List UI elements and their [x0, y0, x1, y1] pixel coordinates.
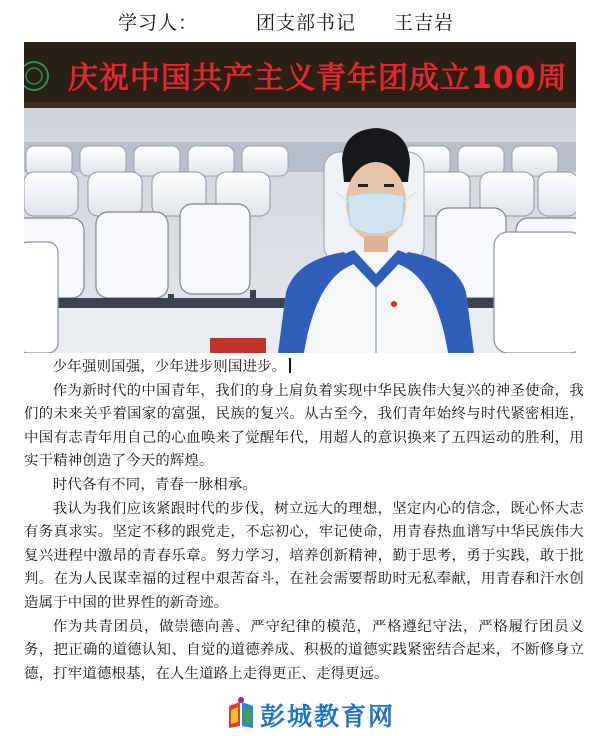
- site-watermark: [226, 694, 406, 734]
- paragraph-4: 我认为我们应该紧跟时代的步伐，树立远大的理想，坚定内心的信念，既心怀大志有务真求实。坚定不移的跟党走，不忘初心，牢记使命，用青春热血谱写中华民族伟大复兴进程中激昂的青春乐章。努力学习，培养创新精神，勤于思考，勇于实践，敢于批判。在为人民谋幸福的过程中艰苦奋斗，在社会需要帮助时无私奉献，用青春和汗水创造属于中国的世界性的新奇迹。: [24, 500, 584, 611]
- auditorium-photo: [24, 42, 576, 353]
- learner-name: 王吉岩: [394, 12, 455, 34]
- header-line: [0, 6, 600, 36]
- paragraph-3: 时代各有不同，青春一脉相承。: [52, 476, 258, 493]
- article-body: [24, 356, 584, 686]
- text-cursor: [289, 358, 291, 373]
- face-mask: [348, 193, 404, 234]
- badge-icon: [391, 301, 397, 307]
- learner-label: 学习人：: [118, 12, 199, 34]
- paragraph-5: 作为共青团员，做崇德向善、严守纪律的模范，严格遵纪守法，严格履行团员义务，把正确的道德认知、自觉的道德养成、积极的道德实践紧密结合起来，不断修身立德，打牢道德根基，在人生道路上走得更正、走得更远。: [24, 618, 584, 682]
- watermark-text: 彭城教育网: [260, 702, 396, 731]
- banner-text: 庆祝中国共产主义青年团成立100周: [68, 61, 568, 96]
- learner-role: 团支部书记: [256, 12, 357, 34]
- paragraph-2: 作为新时代的中国青年，我们的身上肩负着实现中华民族伟大复兴的神圣使命，我们的未来关乎着国家的富强，民族的复兴。从古至今，我们青年始终与时代紧密相连，中国有志青年用自己的心血唤来了觉醒年代，用超人的意识换来了五四运动的胜利，用实干精神创造了今天的辉煌。: [24, 382, 584, 470]
- book-logo-icon: [226, 696, 256, 730]
- paragraph-1: 少年强则国强，少年进步则国进步。: [24, 356, 584, 380]
